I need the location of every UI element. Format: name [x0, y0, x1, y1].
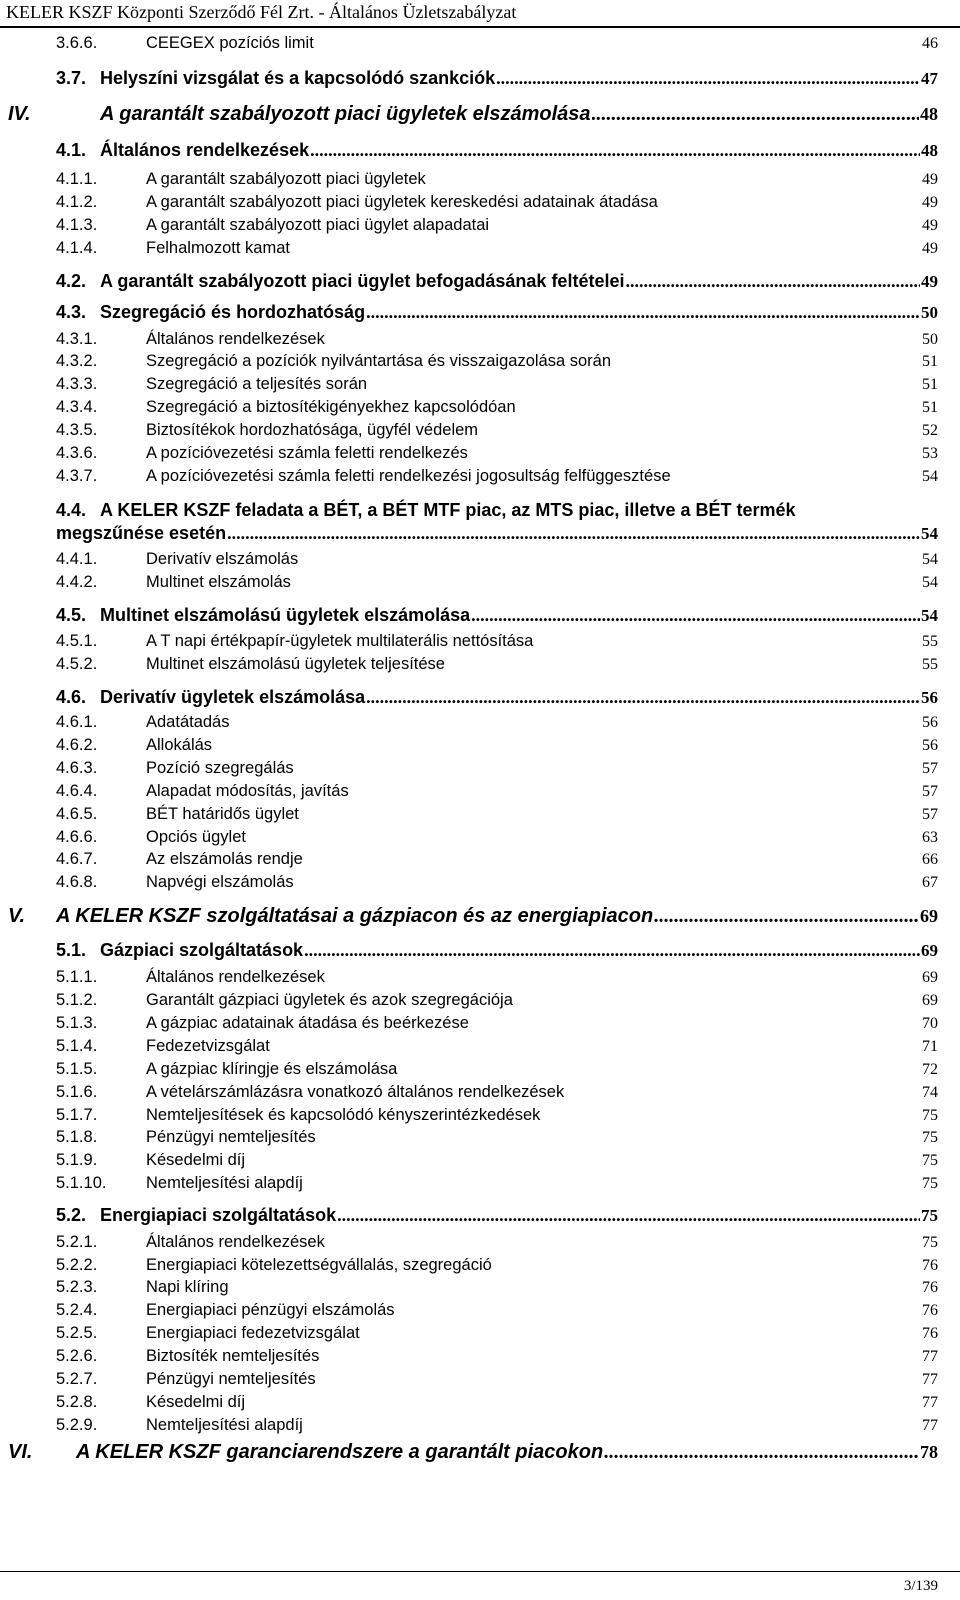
toc-subsection[interactable] — [56, 352, 938, 371]
toc-title: Szegregáció és hordozhatóság — [100, 302, 366, 322]
toc-title: A garantált szabályozott piaci ügyletek kereskedési adatainak átadása — [146, 193, 658, 211]
toc-number: 5.2.3. — [56, 1278, 98, 1296]
toc-number: 4.6.4. — [56, 782, 98, 800]
toc-number: 4.1.2. — [56, 193, 98, 211]
toc-number: 4.6. — [56, 687, 87, 707]
toc-page-number: 49 — [922, 171, 938, 188]
toc-page-number: 50 — [922, 331, 938, 348]
toc-page-number: 50 — [921, 303, 938, 322]
toc-subsection[interactable] — [56, 1393, 938, 1412]
toc-title: Derivatív elszámolás — [146, 550, 299, 568]
toc-number: V. — [8, 905, 26, 927]
toc-page-number: 75 — [922, 1129, 938, 1146]
page-counter: 3/139 — [903, 1578, 938, 1594]
toc-number: 5.2. — [56, 1205, 87, 1225]
toc-leader-dots — [496, 68, 920, 89]
toc-number: 4.3.3. — [56, 375, 98, 393]
toc-subsection[interactable] — [56, 736, 938, 755]
toc-number: 5.1. — [56, 940, 87, 960]
toc-subsection[interactable] — [56, 1347, 938, 1366]
toc-subsection[interactable] — [56, 239, 938, 258]
toc-title: Szegregáció a biztosítékigényekhez kapcsolódóan — [146, 398, 516, 416]
toc-subsection[interactable] — [56, 968, 938, 987]
toc-page-number: 74 — [922, 1084, 938, 1101]
toc-title: Gázpiaci szolgáltatások — [100, 940, 304, 960]
toc-title: Opciós ügylet — [146, 828, 246, 846]
toc-number: 3.7. — [56, 68, 87, 88]
toc-page-number: 53 — [922, 445, 938, 462]
toc-page-number: 69 — [920, 906, 938, 926]
toc-page-number: 49 — [921, 272, 938, 291]
toc-title: Nemteljesítési alapdíj — [146, 1174, 303, 1192]
toc-title: Szegregáció a pozíciók nyilvántartása és visszaigazolása során — [146, 352, 611, 370]
toc-number: 4.6.7. — [56, 850, 98, 868]
toc-number: 4.3. — [56, 302, 87, 322]
toc-page-number: 48 — [921, 141, 938, 160]
toc-subsection[interactable] — [56, 398, 938, 417]
toc-leader-dots — [337, 1205, 920, 1226]
toc-number: 5.1.1. — [56, 968, 98, 986]
toc-page-number: 71 — [922, 1038, 938, 1055]
toc-title: A gázpiac adatainak átadása és beérkezése — [146, 1014, 469, 1032]
toc-title: A vételárszámlázásra vonatkozó általános rendelkezések — [146, 1083, 565, 1101]
toc-number: 4.1.1. — [56, 170, 98, 188]
toc-page-number: 69 — [921, 941, 938, 960]
toc-page-number: 76 — [922, 1302, 938, 1319]
toc-leader-dots — [366, 687, 920, 708]
toc-page-number: 54 — [922, 574, 938, 591]
toc-leader-dots — [604, 1441, 919, 1464]
toc-title: Felhalmozott kamat — [146, 239, 290, 257]
toc-section[interactable] — [56, 605, 938, 626]
toc-page-number: 47 — [921, 69, 938, 88]
toc-page-number: 75 — [922, 1152, 938, 1169]
toc-page-number: 69 — [922, 969, 938, 986]
toc-number: 4.1.3. — [56, 216, 98, 234]
toc-page-number: 67 — [922, 874, 938, 891]
toc-number: 5.1.10. — [56, 1174, 107, 1192]
toc-number: 5.1.9. — [56, 1151, 98, 1169]
toc-number: 4.5.1. — [56, 632, 98, 650]
toc-page-number: 46 — [922, 35, 938, 52]
toc-subsection[interactable] — [56, 1416, 938, 1435]
toc-subsection[interactable] — [56, 1106, 938, 1125]
toc-title: Biztosíték nemteljesítés — [146, 1347, 320, 1365]
toc-page-number: 77 — [922, 1348, 938, 1365]
toc-page-number: 77 — [922, 1394, 938, 1411]
toc-number: 4.4. — [56, 500, 87, 520]
toc-page-number: 70 — [922, 1015, 938, 1032]
toc-section[interactable] — [56, 523, 938, 544]
toc-page-number: 51 — [922, 399, 938, 416]
toc-page-number: 76 — [922, 1279, 938, 1296]
toc-title: Általános rendelkezések — [100, 140, 310, 160]
toc-number: 5.1.8. — [56, 1128, 98, 1146]
toc-page-number: 56 — [922, 714, 938, 731]
toc-subsection[interactable] — [56, 1256, 938, 1275]
toc-title: Garantált gázpiaci ügyletek és azok szegregációja — [146, 991, 513, 1009]
toc-subsection[interactable] — [56, 655, 938, 674]
toc-title: Helyszíni vizsgálat és a kapcsolódó szankciók — [100, 68, 496, 88]
toc-title: Pénzügyi nemteljesítés — [146, 1128, 316, 1146]
toc-leader-dots — [625, 271, 920, 292]
toc-page-number: 72 — [922, 1061, 938, 1078]
toc-title: Energiapiaci kötelezettségvállalás, szegregáció — [146, 1256, 492, 1274]
toc-subsection[interactable] — [56, 1128, 938, 1147]
toc-subsection[interactable] — [56, 991, 938, 1010]
toc-title: Napvégi elszámolás — [146, 873, 294, 891]
toc-subsection[interactable] — [56, 759, 938, 778]
toc-leader-dots — [471, 605, 920, 626]
toc-page-number: 57 — [922, 783, 938, 800]
toc-number: 5.2.8. — [56, 1393, 98, 1411]
toc-title: Energiapiaci fedezetvizsgálat — [146, 1324, 360, 1342]
toc-number: 4.3.2. — [56, 352, 98, 370]
toc-subsection[interactable] — [56, 1324, 938, 1343]
toc-title: A garantált szabályozott piaci ügylet alapadatai — [146, 216, 490, 234]
toc-subsection[interactable] — [56, 34, 938, 53]
toc-number: 4.3.4. — [56, 398, 98, 416]
toc-title: A gázpiac klíringje és elszámolása — [146, 1060, 398, 1078]
toc-subsection[interactable] — [56, 713, 938, 732]
toc-title: Késedelmi díj — [146, 1151, 246, 1169]
toc-title: Az elszámolás rendje — [146, 850, 303, 868]
toc-subsection[interactable] — [56, 1301, 938, 1320]
toc-leader-dots — [592, 103, 919, 126]
toc-title: Általános rendelkezések — [146, 330, 325, 348]
toc-title: A T napi értékpapír-ügyletek multilaterális nettósítása — [146, 632, 534, 650]
toc-title: Általános rendelkezések — [146, 1233, 325, 1251]
toc-section[interactable] — [56, 500, 938, 521]
toc-page-number: 51 — [922, 376, 938, 393]
toc-title: Fedezetvizsgálat — [146, 1037, 270, 1055]
toc-subsection[interactable] — [56, 421, 938, 440]
footer-divider — [0, 1571, 960, 1572]
toc-section[interactable] — [56, 68, 938, 89]
toc-title: BÉT határidős ügylet — [146, 805, 299, 823]
toc-page-number: 78 — [920, 1442, 938, 1462]
toc-title: Pozíció szegregálás — [146, 759, 294, 777]
toc-number: 4.3.7. — [56, 467, 98, 485]
toc-subsection[interactable] — [56, 216, 938, 235]
toc-title: Nemteljesítési alapdíj — [146, 1416, 303, 1434]
toc-number: 4.6.5. — [56, 805, 98, 823]
toc-subsection[interactable] — [56, 1037, 938, 1056]
toc-title: Multinet elszámolású ügyletek elszámolása — [100, 605, 471, 625]
toc-leader-dots — [366, 302, 920, 323]
toc-number: IV. — [8, 103, 31, 125]
toc-page-number: 49 — [922, 240, 938, 257]
toc-subsection[interactable] — [56, 193, 938, 212]
toc-leader-dots — [227, 523, 920, 544]
toc-subsection[interactable] — [56, 1174, 938, 1193]
toc-title: Multinet elszámolású ügyletek teljesítése — [146, 655, 445, 673]
toc-page-number: 76 — [922, 1257, 938, 1274]
toc-title: Napi klíring — [146, 1278, 229, 1296]
toc-number: 5.1.5. — [56, 1060, 98, 1078]
toc-subsection[interactable] — [56, 1151, 938, 1170]
toc-leader-dots — [310, 140, 920, 161]
toc-title: A KELER KSZF garanciarendszere a garantált piacokon — [76, 1441, 604, 1463]
toc-subsection[interactable] — [56, 1014, 938, 1033]
toc-subsection[interactable] — [56, 573, 938, 592]
toc-number: 5.1.4. — [56, 1037, 98, 1055]
toc-subsection[interactable] — [56, 805, 938, 824]
toc-title: Energiapiaci szolgáltatások — [100, 1205, 337, 1225]
toc-subsection[interactable] — [56, 330, 938, 349]
toc-number: 4.6.1. — [56, 713, 98, 731]
toc-number: 4.3.1. — [56, 330, 98, 348]
toc-number: 4.3.5. — [56, 421, 98, 439]
toc-page-number: 77 — [922, 1371, 938, 1388]
toc-number: 5.2.4. — [56, 1301, 98, 1319]
toc-number: 4.6.2. — [56, 736, 98, 754]
toc-number: 4.6.6. — [56, 828, 98, 846]
toc-section[interactable] — [56, 302, 938, 323]
toc-page-number: 63 — [922, 829, 938, 846]
toc-number: 5.2.1. — [56, 1233, 98, 1251]
toc-subsection[interactable] — [56, 1060, 938, 1079]
toc-title: Multinet elszámolás — [146, 573, 291, 591]
toc-page-number: 54 — [921, 524, 938, 543]
toc-chapter[interactable] — [8, 905, 938, 928]
toc-number: 5.2.6. — [56, 1347, 98, 1365]
toc-page-number: 69 — [922, 992, 938, 1009]
running-header: KELER KSZF Központi Szerződő Fél Zrt. - Általános Üzletszabályzat — [0, 0, 960, 28]
toc-page-number: 54 — [921, 606, 938, 625]
toc-number: 3.6.6. — [56, 34, 98, 52]
toc-page-number: 55 — [922, 633, 938, 650]
toc-subsection[interactable] — [56, 782, 938, 801]
toc-subsection[interactable] — [56, 1233, 938, 1252]
toc-subsection[interactable] — [56, 850, 938, 869]
toc-leader-dots — [654, 905, 919, 928]
toc-title: Biztosítékok hordozhatósága, ügyfél védelem — [146, 421, 479, 439]
toc-page-number: 54 — [922, 551, 938, 568]
toc-number: 4.6.3. — [56, 759, 98, 777]
toc-page-number: 49 — [922, 194, 938, 211]
toc-section[interactable] — [56, 140, 938, 161]
toc-title: CEEGEX pozíciós limit — [146, 34, 314, 52]
toc-page-number: 75 — [922, 1107, 938, 1124]
toc-page-number: 49 — [922, 217, 938, 234]
toc-title: Nemteljesítések és kapcsolódó kényszerintézkedések — [146, 1106, 541, 1124]
toc-number: 5.1.7. — [56, 1106, 98, 1124]
toc-title: A garantált szabályozott piaci ügylet befogadásának feltételei — [100, 271, 625, 291]
toc-title: Adatátadás — [146, 713, 230, 731]
toc-number: 4.2. — [56, 271, 87, 291]
toc-subsection[interactable] — [56, 170, 938, 189]
toc-page-number: 52 — [922, 422, 938, 439]
toc-number: 5.2.2. — [56, 1256, 98, 1274]
toc-number: 4.5. — [56, 605, 87, 625]
toc-page-number: 75 — [922, 1234, 938, 1251]
toc-page-number: 77 — [922, 1417, 938, 1434]
toc-subsection[interactable] — [56, 1370, 938, 1389]
toc-leader-dots — [304, 940, 920, 961]
toc-title: A KELER KSZF feladata a BÉT, a BÉT MTF piac, az MTS piac, illetve a BÉT termék — [100, 500, 796, 520]
toc-page-number: 56 — [922, 737, 938, 754]
toc-number: 5.2.9. — [56, 1416, 98, 1434]
toc-subsection[interactable] — [56, 1083, 938, 1102]
toc-page-number: 56 — [921, 688, 938, 707]
toc-page-number: 75 — [922, 1175, 938, 1192]
toc-number: 4.4.2. — [56, 573, 98, 591]
toc-title: A garantált szabályozott piaci ügyletek elszámolása — [100, 103, 591, 125]
toc-title: A pozícióvezetési számla feletti rendelkezési jogosultság felfüggesztése — [146, 467, 671, 485]
toc-page-number: 54 — [922, 468, 938, 485]
toc-number: 4.5.2. — [56, 655, 98, 673]
toc-chapter[interactable] — [8, 1441, 938, 1464]
toc-subsection[interactable] — [56, 467, 938, 486]
toc-page-number: 57 — [922, 760, 938, 777]
toc-title: Derivatív ügyletek elszámolása — [100, 687, 366, 707]
toc-subsection[interactable] — [56, 444, 938, 463]
toc-number: 5.2.5. — [56, 1324, 98, 1342]
toc-title: Pénzügyi nemteljesítés — [146, 1370, 316, 1388]
toc-title: A KELER KSZF szolgáltatásai a gázpiacon és az energiapiacon — [56, 905, 654, 927]
toc-number: 5.1.2. — [56, 991, 98, 1009]
toc-subsection[interactable] — [56, 632, 938, 651]
toc-page-number: 66 — [922, 851, 938, 868]
toc-section[interactable] — [56, 687, 938, 708]
toc-page-number: 55 — [922, 656, 938, 673]
toc-title: Allokálás — [146, 736, 213, 754]
toc-number: 4.1. — [56, 140, 87, 160]
toc-page-number: 51 — [922, 353, 938, 370]
toc-page-number: 48 — [920, 104, 938, 124]
toc-number: 4.6.8. — [56, 873, 98, 891]
toc-title: A pozícióvezetési számla feletti rendelkezés — [146, 444, 468, 462]
toc-subsection[interactable] — [56, 550, 938, 569]
toc-title: Energiapiaci pénzügyi elszámolás — [146, 1301, 395, 1319]
toc-number: 4.1.4. — [56, 239, 98, 257]
toc-subsection[interactable] — [56, 375, 938, 394]
toc-page-number: 75 — [921, 1206, 938, 1225]
toc-title: Szegregáció a teljesítés során — [146, 375, 368, 393]
toc-title: A garantált szabályozott piaci ügyletek — [146, 170, 426, 188]
toc-number: VI. — [8, 1441, 33, 1463]
toc-page-number: 57 — [922, 806, 938, 823]
toc-chapter[interactable] — [8, 103, 938, 126]
toc-page-number: 76 — [922, 1325, 938, 1342]
toc-subsection[interactable] — [56, 873, 938, 892]
toc-number: 5.2.7. — [56, 1370, 98, 1388]
toc-number: 4.3.6. — [56, 444, 98, 462]
toc-title: megszűnése esetén — [56, 523, 227, 543]
toc-title: Késedelmi díj — [146, 1393, 246, 1411]
toc-subsection[interactable] — [56, 1278, 938, 1297]
toc-title: Általános rendelkezések — [146, 968, 325, 986]
toc-number: 4.4.1. — [56, 550, 98, 568]
toc-number: 5.1.6. — [56, 1083, 98, 1101]
toc-title: Alapadat módosítás, javítás — [146, 782, 349, 800]
toc-number: 5.1.3. — [56, 1014, 98, 1032]
toc-section[interactable] — [56, 940, 938, 961]
toc-subsection[interactable] — [56, 828, 938, 847]
toc-section[interactable] — [56, 1205, 938, 1226]
toc-section[interactable] — [56, 271, 938, 292]
